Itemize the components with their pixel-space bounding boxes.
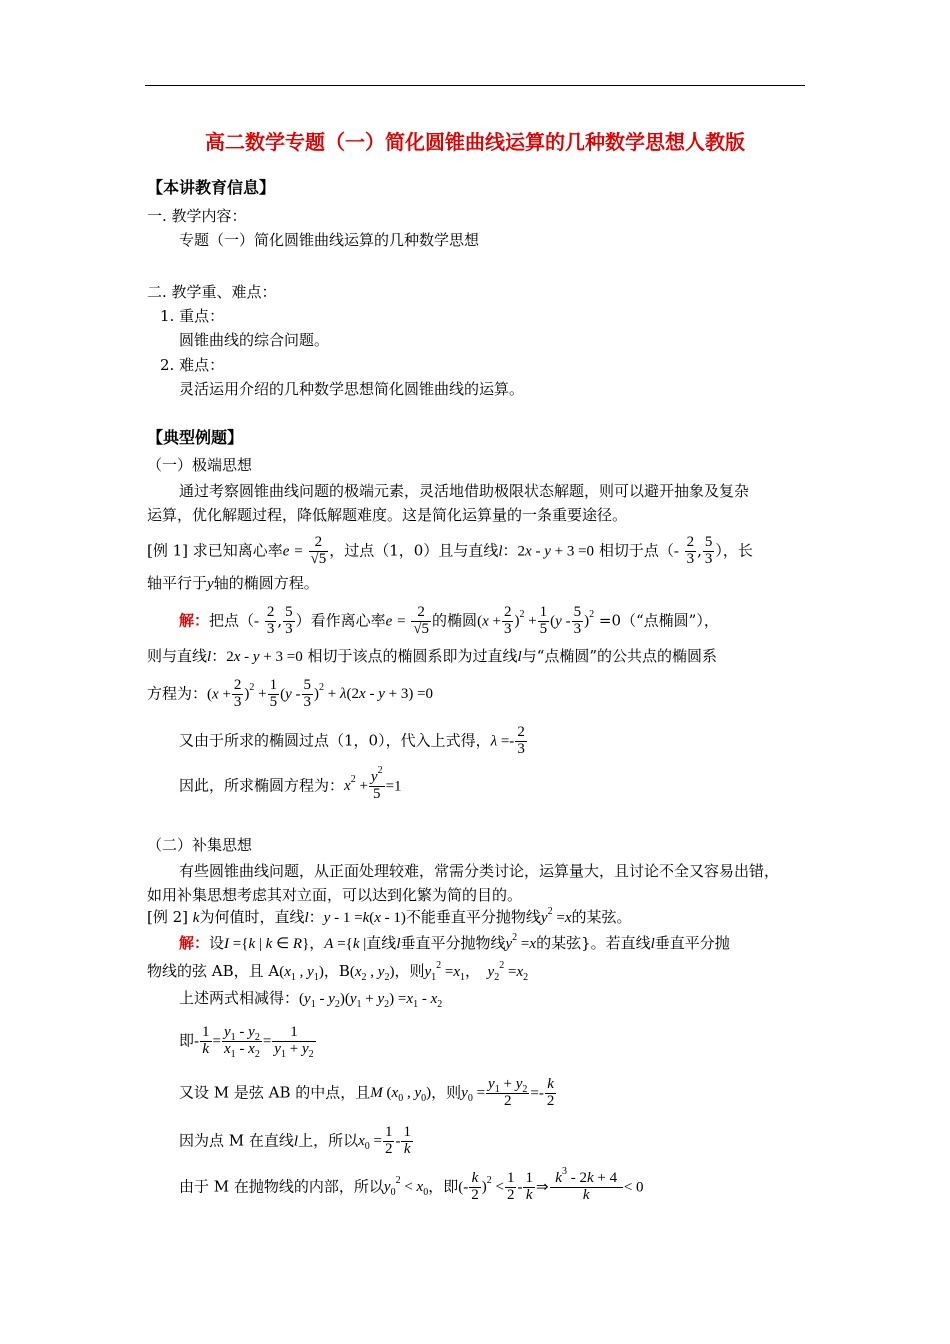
solution2-line1: 解：设I ={k | k ∈ R}，A ={k |直线l垂直平分抛物线$y^2 =x$的某弦}。若直线l垂直平分抛 (179, 932, 730, 952)
teaching-content-text: 专题（一）简化圆锥曲线运算的几种数学思想 (179, 231, 480, 249)
part2-intro-line2: 如用补集思想考虑其对立面，可以达到化繁为简的目的。 (147, 886, 523, 904)
subitem-difficulty: 2. 难点： (160, 356, 225, 374)
solution1-line4: 又由于所求的椭圆过点（1，0），代入上式得，λ =- $\frac{2}{3}$ (179, 724, 525, 757)
solution2-line4: 即- $\frac{1}{k}$ = $\frac{y_1 - y_2}{x_1 - x_2}$ = $\frac{1}{y_1 + y_2}$ (179, 1024, 314, 1060)
section-heading-examples: 【典型例题】 (147, 428, 244, 447)
item-key-points: 二. 教学重、难点： (147, 283, 277, 301)
solution1-line2: 则与直线l：2x - y + 3 =0 相切于该点的椭圆系即为过直线l与“点椭圆”的公共点的椭圆系 (147, 647, 718, 665)
section-heading-info: 【本讲教育信息】 (147, 178, 276, 197)
solution1-line1: 解：把点（- $\frac{2}{3}$ , $\frac{5}{3}$ ）看作离心率e = $\frac{2}{√5}$ 的椭圆(x + $\frac{2}{3}$ )$^2$ + $\frac{1}{5}$ (y - $\frac{5}{3}$ )$^2$ =0（“点椭圆”）， (179, 604, 719, 637)
part2-intro-line1: 有些圆锥曲线问题，从正面处理较难，常需分类讨论，运算量大，且讨论不全又容易出错， (179, 862, 780, 880)
example1-statement: [例 1] 求已知离心率e = $\frac{2}{√5}$ ，过点（1，0）且与直线l：2x - y + 3 =0 相切于点（- $\frac{2}{3}$ , $\frac{5}{3}$ ），长 (147, 534, 753, 567)
part1-label: （一）极端思想 (147, 456, 253, 474)
focus-text: 圆锥曲线的综合问题。 (179, 331, 330, 349)
solution2-line2: 物线的弦 AB，且 $A(x_1$ , $y_1$)，$B(x_2$ , $y_2$)，则$y_1^2 =x_1$， $y_2^2 =x_2$ (147, 960, 529, 983)
difficulty-text: 灵活运用介绍的几种数学思想简化圆锥曲线的运算。 (179, 380, 525, 398)
part1-intro-line2: 运算，优化解题过程，降低解题难度。这是简化运算量的一条重要途径。 (147, 506, 628, 524)
page-title: 高二数学专题（一）简化圆锥曲线运算的几种数学思想人教版 (205, 130, 745, 154)
example1-statement-line2: 轴平行于y轴的椭圆方程。 (147, 574, 319, 592)
solution1-line3: 方程为：(x + $\frac{2}{3}$ )$^2$ + $\frac{1}{5}$ (y - $\frac{5}{3}$ )$^2$ + λ(2x - y + 3) =0 (147, 677, 434, 710)
solution2-line5: 又设 M 是弦 AB 的中点，且M ($x_0$ , $y_0$)，则$y_0$ = $\frac{y_1 + y_2}{2}$ =- $\frac{k}{2}$ (179, 1076, 555, 1109)
part2-label: （二）补集思想 (147, 836, 253, 854)
example2-statement: [例 2] k为何值时，直线l：y - 1 =k(x - 1)不能垂直平分抛物线$y^2 =x$的某弦。 (147, 906, 632, 926)
subitem-focus: 1. 重点： (160, 307, 225, 325)
solution2-line7: 由于 M 在抛物线的内部，所以$y_0^2 < x_0$，即(- $\frac{k}{2}$ )$^2$ < $\frac{1}{2}$ - $\frac{1}{k}$ ⇒ $\frac{k^3 - 2k + 4}{k}$ < 0 (179, 1166, 644, 1203)
item-teaching-content: 一. 教学内容： (147, 207, 247, 225)
solution1-line5: 因此，所求椭圆方程为：$x^2$ + $\frac{y^2}{5}$ =1 (179, 765, 402, 802)
solution2-line6: 因为点 M 在直线l上，所以$x_0$ = $\frac{1}{2}$ - $\frac{1}{k}$ (179, 1124, 411, 1157)
part1-intro-line1: 通过考察圆锥曲线问题的极端元素，灵活地借助极限状态解题，则可以避开抽象及复杂 (179, 482, 750, 500)
top-rule (145, 85, 805, 86)
solution2-line3: 上述两式相减得：$(y_1 - y_2)(y_1 + y_2) =x_1 - x_2$ (179, 989, 443, 1010)
